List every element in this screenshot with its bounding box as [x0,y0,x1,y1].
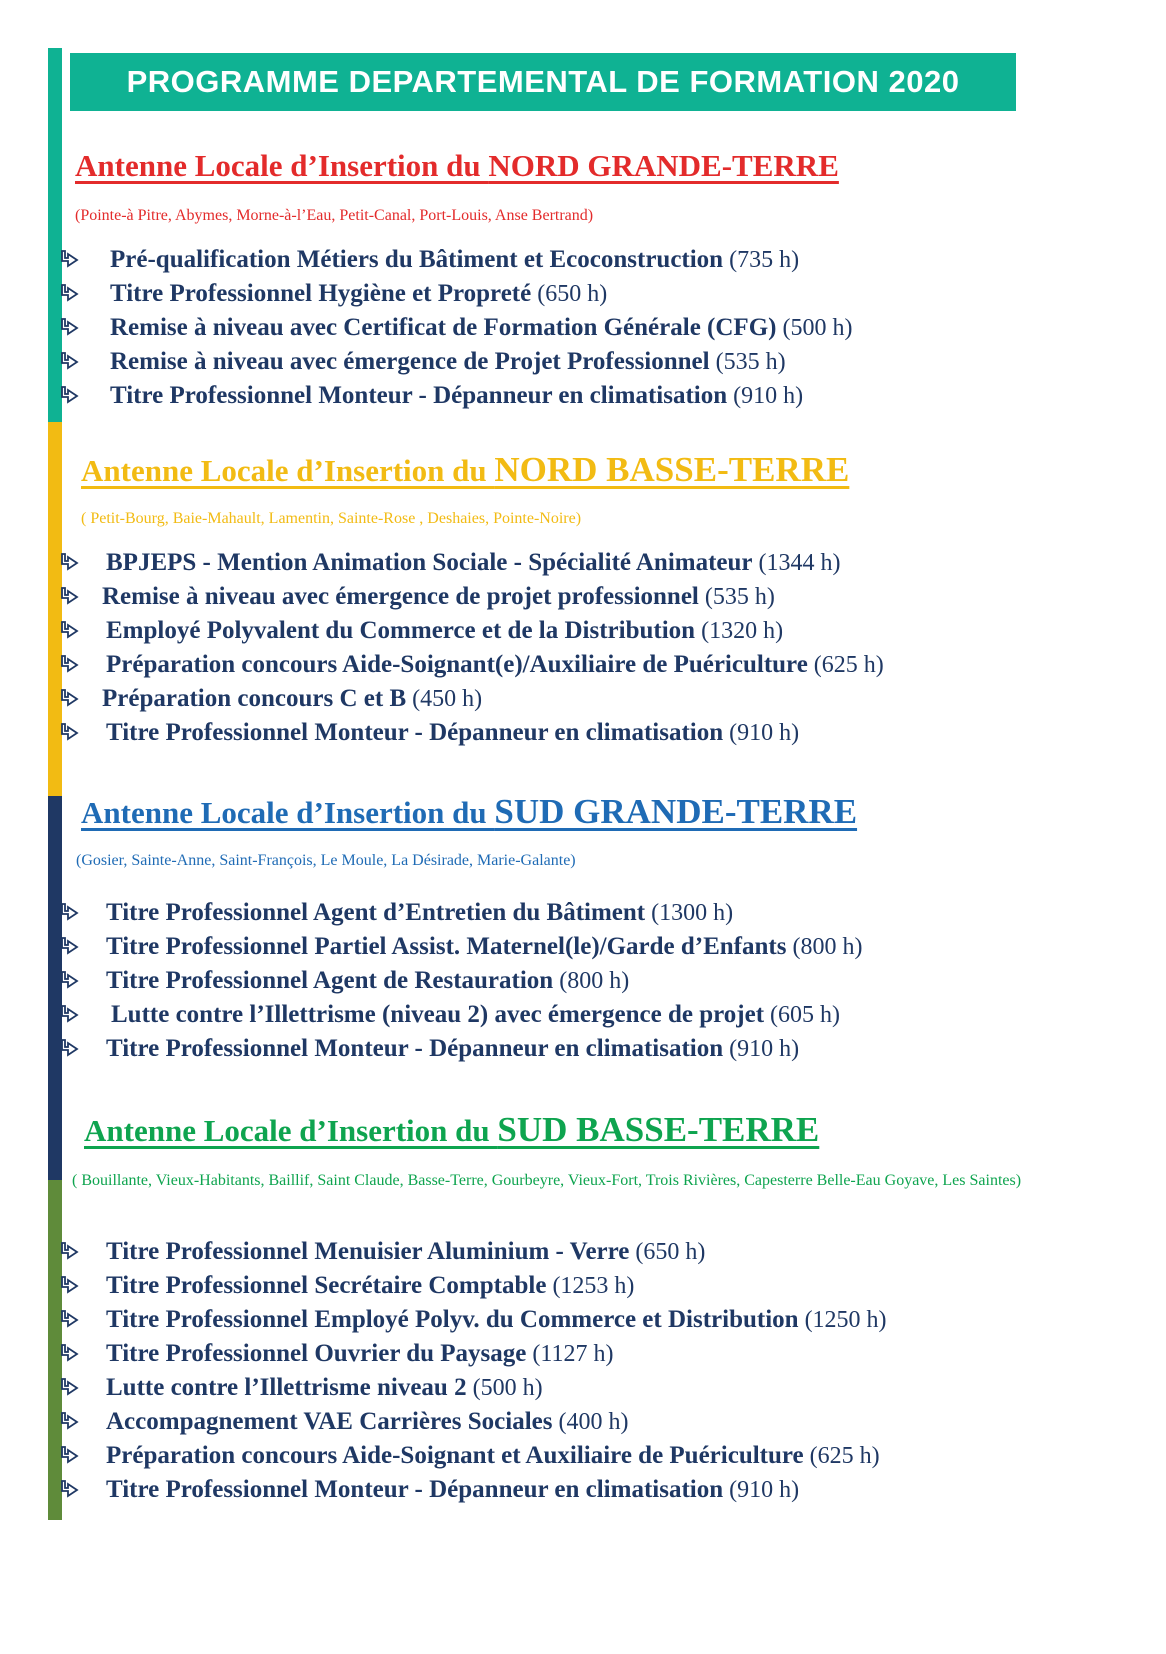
arrow-bullet-icon [58,620,80,642]
heading-prefix: Antenne Locale d’Insertion du [75,148,489,183]
item-label: Employé Polyvalent du Commerce et de la Distribution [106,617,696,644]
section-towns: (Gosier, Sainte-Anne, Saint-François, Le Moule, La Désirade, Marie-Galante) [76,852,576,869]
arrow-bullet-icon [58,385,80,407]
section-heading-sud-basse-terre [84,1110,819,1150]
formation-list-nord-basse-terre [58,546,884,750]
item-label: Remise à niveau avec émergence de Projet Professionnel [110,348,710,375]
item-label: Préparation concours Aide-Soignant et Auxiliaire de Puériculture [106,1442,804,1469]
arrow-bullet-icon [58,1275,80,1297]
arrow-bullet-icon [58,902,80,924]
item-hours: (400 h) [558,1408,629,1435]
list-item [58,648,884,682]
arrow-bullet-icon [58,351,80,373]
list-item [58,896,862,930]
item-hours: (535 h) [715,348,786,375]
item-label: Titre Professionnel Ouvrier du Paysage [106,1340,527,1367]
heading-region: NORD BASSE-TERRE [494,450,850,489]
section-heading-sud-grande-terre [81,792,857,832]
list-item [58,1235,887,1269]
item-label: Titre Professionnel Secrétaire Comptable [106,1272,547,1299]
section-heading-nord-basse-terre [81,450,849,490]
list-item [58,379,852,413]
item-hours: (1300 h) [651,899,734,926]
arrow-bullet-icon [58,586,80,608]
arrow-bullet-icon [58,1445,80,1467]
list-item [58,1439,887,1473]
arrow-bullet-icon [58,552,80,574]
list-item [58,243,852,277]
item-hours: (1344 h) [758,549,841,576]
item-hours: (650 h) [635,1238,706,1265]
arrow-bullet-icon [58,1377,80,1399]
item-hours: (1127 h) [532,1340,614,1367]
list-item [58,1473,887,1507]
heading-prefix: Antenne Locale d’Insertion du [84,1113,498,1148]
item-hours: (625 h) [813,651,884,678]
item-label: Accompagnement VAE Carrières Sociales [106,1408,553,1435]
item-label: Pré-qualification Métiers du Bâtiment et Ecoconstruction [110,246,724,273]
item-label: BPJEPS - Mention Animation Sociale - Spécialité Animateur [106,549,753,576]
item-label: Titre Professionnel Menuisier Aluminium - Verre [106,1238,630,1265]
list-item [58,998,862,1032]
item-label: Titre Professionnel Monteur - Dépanneur en climatisation [106,1035,724,1062]
arrow-bullet-icon [58,722,80,744]
list-item [58,716,884,750]
item-hours: (910 h) [729,1476,800,1503]
arrow-bullet-icon [58,970,80,992]
heading-region: SUD BASSE-TERRE [497,1110,820,1149]
section-towns: ( Petit-Bourg, Baie-Mahault, Lamentin, Sainte-Rose , Deshaies, Pointe-Noire) [81,510,582,527]
item-label: Préparation concours Aide-Soignant(e)/Auxiliaire de Puériculture [106,651,808,678]
arrow-bullet-icon [58,1309,80,1331]
arrow-bullet-icon [58,1411,80,1433]
heading-region: SUD GRANDE-TERRE [494,792,858,831]
list-item [58,930,862,964]
arrow-bullet-icon [58,1241,80,1263]
item-label: Titre Professionnel Agent de Restauration [106,967,554,994]
item-hours: (605 h) [770,1001,840,1028]
section-heading-nord-grande-terre [75,148,839,184]
item-hours: (910 h) [729,1035,800,1062]
item-label: Titre Professionnel Monteur - Dépanneur en climatisation [106,719,724,746]
list-item [58,546,884,580]
arrow-bullet-icon [58,936,80,958]
item-label: Titre Professionnel Partiel Assist. Maternel(le)/Garde d’Enfants [106,933,787,960]
list-item [58,614,884,648]
list-item [58,682,884,716]
arrow-bullet-icon [58,1038,80,1060]
item-hours: (800 h) [559,967,630,994]
heading-prefix: Antenne Locale d’Insertion du [81,795,495,830]
list-item [58,964,862,998]
page-title: PROGRAMME DEPARTEMENTAL DE FORMATION 2020 [126,64,960,99]
item-label: Lutte contre l’Illettrisme niveau 2 [106,1374,467,1401]
list-item [58,1405,887,1439]
arrow-bullet-icon [58,1343,80,1365]
item-hours: (500 h) [782,314,853,341]
item-hours: (1320 h) [701,617,784,644]
item-label: Titre Professionnel Hygiène et Propreté [110,280,532,307]
heading-prefix: Antenne Locale d’Insertion du [81,453,495,488]
item-hours: (735 h) [729,246,800,273]
item-hours: (1253 h) [552,1272,635,1299]
heading-region: NORD GRANDE-TERRE [488,148,839,183]
list-item [58,1032,862,1066]
item-label: Titre Professionnel Monteur - Dépanneur en climatisation [110,382,728,409]
section-towns: (Pointe-à Pitre, Abymes, Morne-à-l’Eau, Petit-Canal, Port-Louis, Anse Bertrand) [75,207,594,224]
list-item [58,1371,887,1405]
arrow-bullet-icon [58,654,80,676]
item-label: Titre Professionnel Monteur - Dépanneur en climatisation [106,1476,724,1503]
item-label: Titre Professionnel Agent d’Entretien du Bâtiment [106,899,646,926]
list-item [58,345,852,379]
item-label: Lutte contre l’Illettrisme (niveau 2) avec émergence de projet [111,1001,765,1028]
arrow-bullet-icon [58,249,80,271]
item-label: Titre Professionnel Employé Polyv. du Commerce et Distribution [106,1306,799,1333]
item-hours: (1250 h) [804,1306,887,1333]
item-hours: (625 h) [809,1442,880,1469]
list-item [58,580,884,614]
list-item [58,277,852,311]
item-hours: (500 h) [472,1374,543,1401]
arrow-bullet-icon [58,1004,80,1026]
formation-list-nord-grande-terre [58,243,852,413]
formation-list-sud-grande-terre [58,896,862,1066]
list-item [58,1337,887,1371]
page-title-banner [70,53,1016,111]
item-hours: (650 h) [537,280,608,307]
arrow-bullet-icon [58,317,80,339]
arrow-bullet-icon [58,283,80,305]
arrow-bullet-icon [58,1479,80,1501]
list-item [58,1303,887,1337]
formation-list-sud-basse-terre [58,1235,887,1507]
item-hours: (450 h) [412,685,483,712]
item-hours: (910 h) [733,382,804,409]
item-label: Remise à niveau avec Certificat de Formation Générale (CFG) [110,314,777,341]
item-label: Préparation concours C et B [102,685,407,712]
item-hours: (535 h) [704,583,775,610]
list-item [58,311,852,345]
arrow-bullet-icon [58,688,80,710]
item-hours: (910 h) [729,719,800,746]
list-item [58,1269,887,1303]
section-towns: ( Bouillante, Vieux-Habitants, Baillif, Saint Claude, Basse-Terre, Gourbeyre, Vieux-Fort, Trois Rivières, Capesterre Belle-Eau Goyave, Les Saintes) [72,1172,1022,1189]
item-label: Remise à niveau avec émergence de projet professionnel [102,583,699,610]
item-hours: (800 h) [792,933,863,960]
